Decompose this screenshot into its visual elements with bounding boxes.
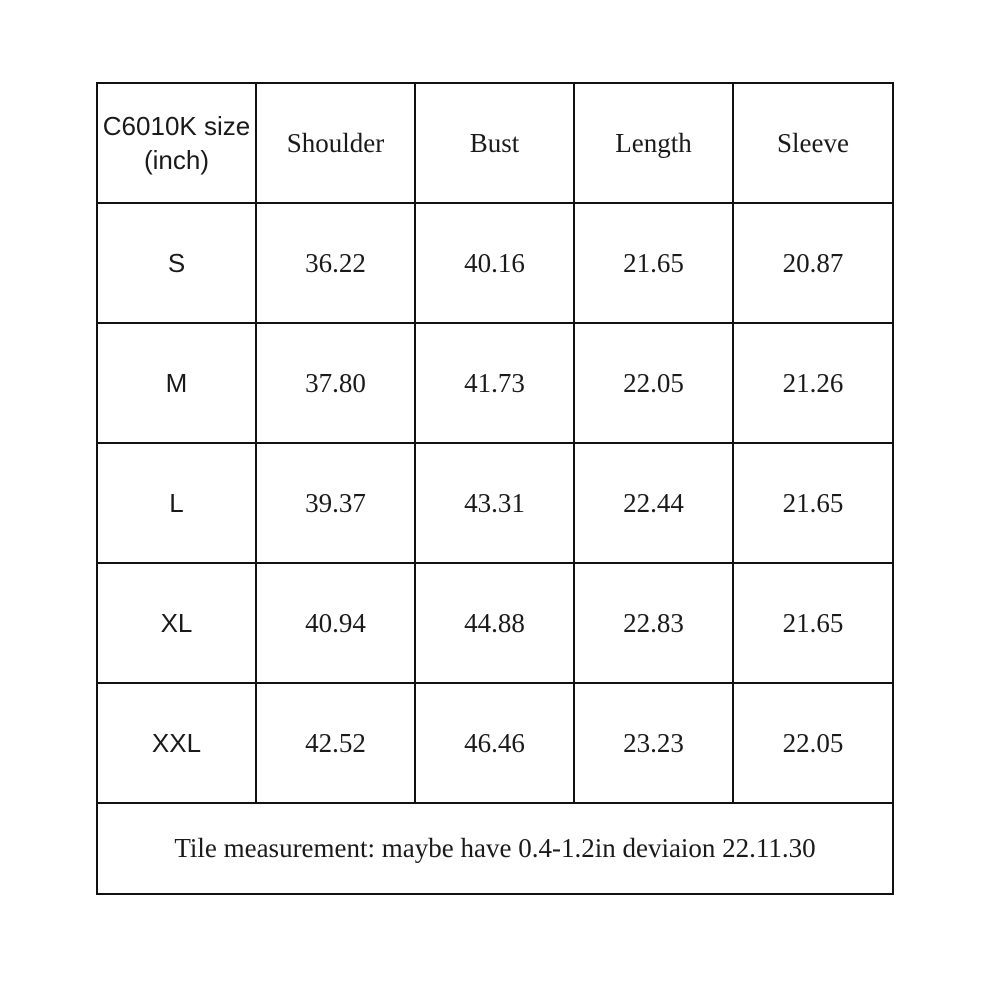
size-header-cell xyxy=(97,83,256,203)
sleeve-value: 20.87 xyxy=(733,203,893,323)
size-label: S xyxy=(97,203,256,323)
shoulder-value: 39.37 xyxy=(256,443,415,563)
header-row xyxy=(97,83,893,203)
sleeve-value: 22.05 xyxy=(733,683,893,803)
length-value: 22.44 xyxy=(574,443,733,563)
sleeve-value: 21.26 xyxy=(733,323,893,443)
table-row xyxy=(97,683,893,803)
shoulder-value: 37.80 xyxy=(256,323,415,443)
size-label: XXL xyxy=(97,683,256,803)
bust-value: 41.73 xyxy=(415,323,574,443)
measurement-note: Tile measurement: maybe have 0.4-1.2in deviaion 22.11.30 xyxy=(97,803,893,894)
bust-value: 44.88 xyxy=(415,563,574,683)
column-header-shoulder: Shoulder xyxy=(256,83,415,203)
size-label: L xyxy=(97,443,256,563)
table-row xyxy=(97,203,893,323)
note-row xyxy=(97,803,893,894)
length-value: 22.83 xyxy=(574,563,733,683)
table-row xyxy=(97,323,893,443)
bust-value: 43.31 xyxy=(415,443,574,563)
sleeve-value: 21.65 xyxy=(733,563,893,683)
size-label: XL xyxy=(97,563,256,683)
length-value: 23.23 xyxy=(574,683,733,803)
length-value: 22.05 xyxy=(574,323,733,443)
size-header-line1: C6010K size xyxy=(102,111,251,141)
size-header-line2: (inch) xyxy=(143,145,209,175)
column-header-bust: Bust xyxy=(415,83,574,203)
column-header-length: Length xyxy=(574,83,733,203)
column-header-sleeve: Sleeve xyxy=(733,83,893,203)
sleeve-value: 21.65 xyxy=(733,443,893,563)
table-row xyxy=(97,443,893,563)
shoulder-value: 40.94 xyxy=(256,563,415,683)
length-value: 21.65 xyxy=(574,203,733,323)
size-chart-table xyxy=(96,82,894,895)
bust-value: 40.16 xyxy=(415,203,574,323)
shoulder-value: 36.22 xyxy=(256,203,415,323)
table-row xyxy=(97,563,893,683)
size-label: M xyxy=(97,323,256,443)
bust-value: 46.46 xyxy=(415,683,574,803)
shoulder-value: 42.52 xyxy=(256,683,415,803)
